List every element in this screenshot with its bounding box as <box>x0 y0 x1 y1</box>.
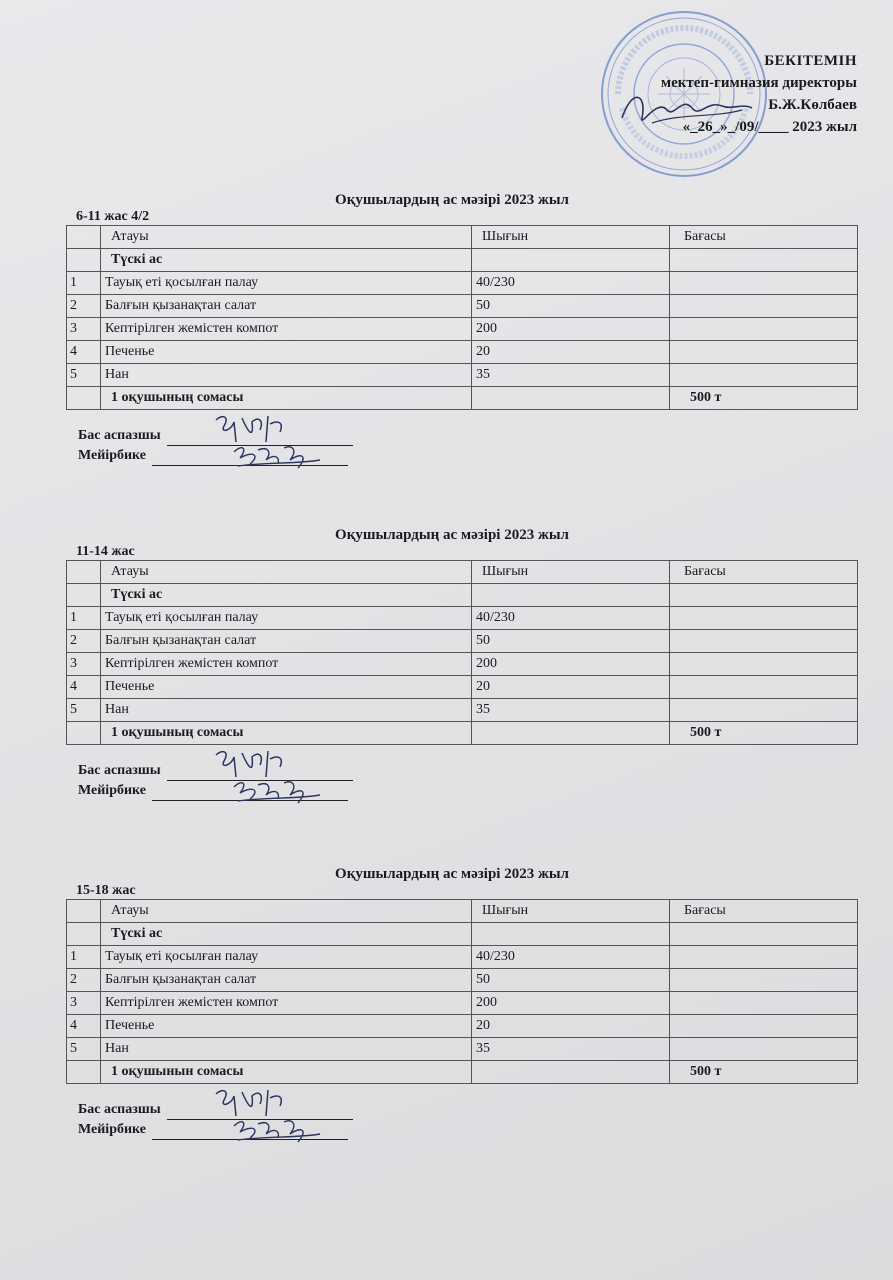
item-output: 20 <box>472 341 670 364</box>
total-label: 1 оқушынын сомасы <box>101 1061 472 1084</box>
table-row <box>67 295 858 318</box>
item-name: Балғын қызанақтан салат <box>101 630 472 653</box>
header-num-cell <box>67 561 101 584</box>
item-number: 1 <box>67 607 101 630</box>
item-price <box>670 341 858 364</box>
menu-table <box>66 225 858 410</box>
item-name: Печенье <box>101 341 472 364</box>
item-name: Тауық еті қосылған палау <box>101 607 472 630</box>
item-output: 50 <box>472 969 670 992</box>
nurse-signature <box>228 1112 328 1148</box>
meal-row <box>67 249 858 272</box>
item-output: 40/230 <box>472 607 670 630</box>
item-name: Кептірілген жемістен компот <box>101 992 472 1015</box>
table-row <box>67 969 858 992</box>
item-output: 20 <box>472 1015 670 1038</box>
item-price <box>670 295 858 318</box>
item-number: 1 <box>67 946 101 969</box>
item-price <box>670 364 858 387</box>
header-price: Бағасы <box>670 226 858 249</box>
item-number: 1 <box>67 272 101 295</box>
menu-title: Оқушылардың ас мәзірі 2023 жыл <box>335 192 569 208</box>
item-output: 200 <box>472 653 670 676</box>
total-num-cell <box>67 1061 101 1084</box>
item-output: 35 <box>472 1038 670 1061</box>
item-name: Тауық еті қосылған палау <box>101 272 472 295</box>
age-group-label: 11-14 жас <box>76 544 135 559</box>
item-name: Нан <box>101 699 472 722</box>
item-number: 3 <box>67 992 101 1015</box>
item-name: Печенье <box>101 1015 472 1038</box>
item-number: 3 <box>67 318 101 341</box>
item-price <box>670 946 858 969</box>
menu-title: Оқушылардың ас мәзірі 2023 жыл <box>335 527 569 543</box>
menu-section <box>66 527 858 801</box>
menu-section <box>66 192 858 466</box>
table-header-row <box>67 561 858 584</box>
item-number: 4 <box>67 676 101 699</box>
header-price: Бағасы <box>670 561 858 584</box>
item-number: 4 <box>67 1015 101 1038</box>
header-num-cell <box>67 900 101 923</box>
total-price: 500 т <box>670 1061 858 1084</box>
total-row <box>67 387 858 410</box>
signatures-block <box>78 1100 858 1140</box>
item-output: 40/230 <box>472 946 670 969</box>
item-name: Тауық еті қосылған палау <box>101 946 472 969</box>
table-row <box>67 341 858 364</box>
approval-title: БЕКІТЕМІН <box>764 53 857 69</box>
menu-table <box>66 899 858 1084</box>
item-price <box>670 318 858 341</box>
item-price <box>670 992 858 1015</box>
nurse-label: Мейірбике <box>78 1122 146 1137</box>
item-name: Балғын қызанақтан салат <box>101 969 472 992</box>
item-number: 4 <box>67 341 101 364</box>
item-name: Нан <box>101 1038 472 1061</box>
header-output: Шығын <box>472 900 670 923</box>
item-number: 3 <box>67 653 101 676</box>
item-output: 35 <box>472 364 670 387</box>
signatures-block <box>78 426 858 466</box>
total-row <box>67 1061 858 1084</box>
header-output: Шығын <box>472 561 670 584</box>
total-output-cell <box>472 722 670 745</box>
table-row <box>67 364 858 387</box>
chef-label: Бас аспазшы <box>78 1102 161 1117</box>
item-price <box>670 272 858 295</box>
table-row <box>67 1015 858 1038</box>
item-number: 2 <box>67 295 101 318</box>
table-header-row <box>67 226 858 249</box>
nurse-label: Мейірбике <box>78 783 146 798</box>
nurse-signature <box>228 438 328 474</box>
approval-position: мектеп-гимназия директоры <box>660 75 857 91</box>
signatures-block <box>78 761 858 801</box>
table-row <box>67 607 858 630</box>
total-label: 1 оқушының сомасы <box>101 722 472 745</box>
item-output: 50 <box>472 630 670 653</box>
chef-label: Бас аспазшы <box>78 763 161 778</box>
item-output: 20 <box>472 676 670 699</box>
total-output-cell <box>472 1061 670 1084</box>
chef-label: Бас аспазшы <box>78 428 161 443</box>
total-num-cell <box>67 387 101 410</box>
item-output: 200 <box>472 318 670 341</box>
age-group-label: 6-11 жас 4/2 <box>76 209 150 224</box>
table-row <box>67 1038 858 1061</box>
header-num-cell <box>67 226 101 249</box>
table-row <box>67 946 858 969</box>
item-price <box>670 1038 858 1061</box>
approval-date: «_26_»_/09/____ 2023 жыл <box>682 119 857 135</box>
item-number: 2 <box>67 969 101 992</box>
item-price <box>670 1015 858 1038</box>
item-output: 50 <box>472 295 670 318</box>
item-output: 200 <box>472 992 670 1015</box>
nurse-label: Мейірбике <box>78 448 146 463</box>
header-name: Атауы <box>101 226 472 249</box>
total-row <box>67 722 858 745</box>
nurse-signature <box>228 773 328 809</box>
item-number: 2 <box>67 630 101 653</box>
table-row <box>67 630 858 653</box>
item-output: 40/230 <box>472 272 670 295</box>
item-number: 5 <box>67 1038 101 1061</box>
table-row <box>67 318 858 341</box>
menu-title: Оқушылардың ас мәзірі 2023 жыл <box>335 866 569 882</box>
table-row <box>67 272 858 295</box>
total-price: 500 т <box>670 387 858 410</box>
meal-label: Түскі ас <box>101 249 472 272</box>
item-name: Кептірілген жемістен компот <box>101 318 472 341</box>
meal-label: Түскі ас <box>101 584 472 607</box>
item-price <box>670 607 858 630</box>
table-row <box>67 699 858 722</box>
header-price: Бағасы <box>670 900 858 923</box>
total-num-cell <box>67 722 101 745</box>
meal-label: Түскі ас <box>101 923 472 946</box>
table-row <box>67 653 858 676</box>
item-price <box>670 969 858 992</box>
item-output: 35 <box>472 699 670 722</box>
header-name: Атауы <box>101 900 472 923</box>
header-name: Атауы <box>101 561 472 584</box>
menu-table <box>66 560 858 745</box>
table-row <box>67 676 858 699</box>
item-number: 5 <box>67 699 101 722</box>
total-price: 500 т <box>670 722 858 745</box>
table-row <box>67 992 858 1015</box>
total-output-cell <box>472 387 670 410</box>
age-group-label: 15-18 жас <box>76 883 136 898</box>
item-price <box>670 630 858 653</box>
item-name: Нан <box>101 364 472 387</box>
item-number: 5 <box>67 364 101 387</box>
item-price <box>670 676 858 699</box>
item-name: Балғын қызанақтан салат <box>101 295 472 318</box>
item-name: Кептірілген жемістен компот <box>101 653 472 676</box>
table-header-row <box>67 900 858 923</box>
header-output: Шығын <box>472 226 670 249</box>
item-name: Печенье <box>101 676 472 699</box>
item-price <box>670 699 858 722</box>
meal-row <box>67 923 858 946</box>
item-price <box>670 653 858 676</box>
director-signature <box>612 78 762 148</box>
approval-name: Б.Ж.Көлбаев <box>768 97 857 113</box>
meal-row <box>67 584 858 607</box>
menu-section <box>66 866 858 1140</box>
total-label: 1 оқушының сомасы <box>101 387 472 410</box>
